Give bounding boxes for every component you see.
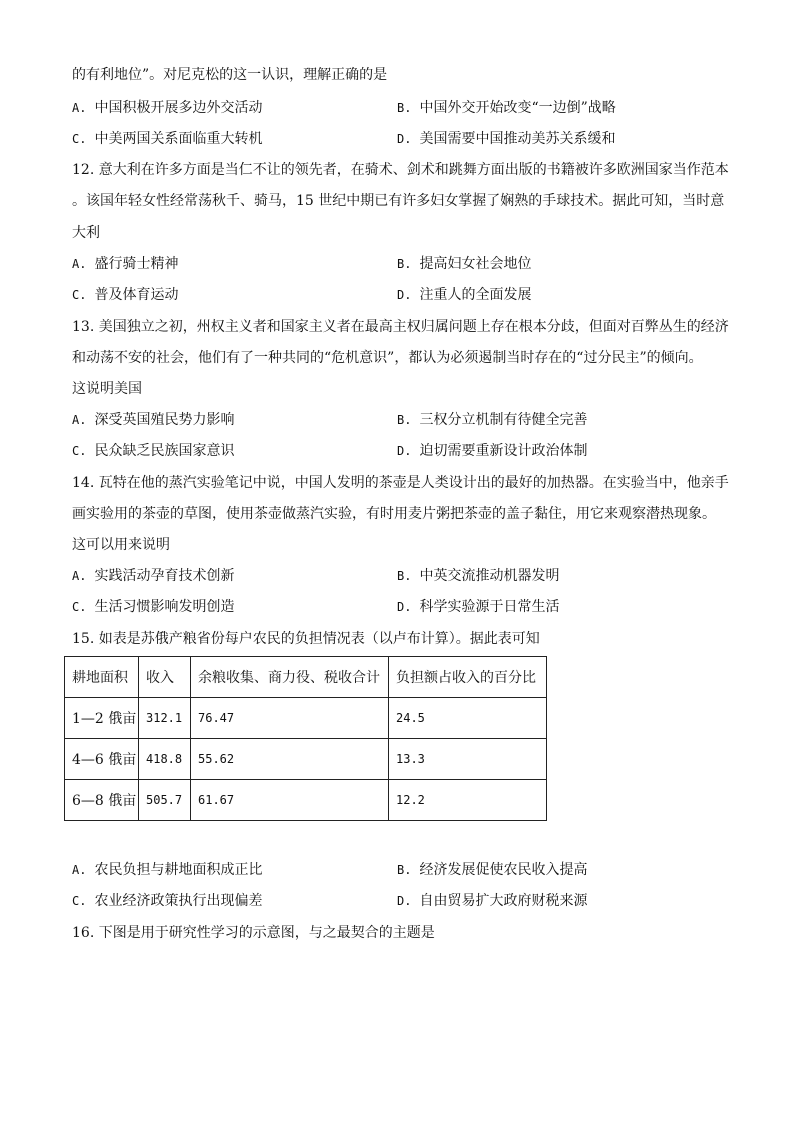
q14-stem-line-3: 这可以用来说明: [72, 537, 170, 553]
option-text: 盛行骑士精神: [94, 256, 179, 272]
q14-option-b: [397, 567, 559, 585]
option-text: 美国需要中国推动美苏关系缓和: [419, 131, 616, 147]
q12-option-a: [72, 255, 178, 273]
table-cell: 6—8 俄亩: [65, 780, 139, 821]
option-text: 科学实验源于日常生活: [419, 599, 560, 615]
option-text: 注重人的全面发展: [419, 287, 532, 303]
q15-option-c: [72, 892, 262, 910]
table-cell: 418.8: [139, 739, 191, 780]
table-header-cell: 耕地面积: [65, 657, 139, 698]
q15-option-b: [397, 861, 587, 879]
option-letter: D.: [397, 894, 412, 908]
option-letter: B.: [397, 569, 412, 583]
q11-stem-tail: 的有利地位”。对尼克松的这一认识，理解正确的是: [72, 67, 388, 83]
option-text: 中国外交开始改变“一边倒”战略: [419, 100, 616, 116]
option-text: 深受英国殖民势力影响: [94, 412, 235, 428]
q12-stem-line-1: 12. 意大利在许多方面是当仁不让的领先者，在骑术、剑术和跳舞方面出版的书籍被许多欧洲国家当作范本: [72, 162, 729, 178]
option-letter: B.: [397, 413, 412, 427]
table-header-row: [65, 657, 547, 698]
table-header-cell: 负担额占收入的百分比: [389, 657, 547, 698]
q13-option-d: [397, 442, 587, 460]
q15-stem: 15. 如表是苏俄产粮省份每户农民的负担情况表（以卢布计算）。据此表可知: [72, 631, 540, 647]
q13-stem-line-1: 13. 美国独立之初，州权主义者和国家主义者在最高主权归属问题上存在根本分歧，但面对百弊丛生的经济: [72, 319, 729, 335]
table-cell: 61.67: [191, 780, 389, 821]
option-text: 中国积极开展多边外交活动: [94, 100, 263, 116]
q11-option-b: [397, 99, 616, 117]
q12-option-b: [397, 255, 531, 273]
q14-option-d: [397, 598, 559, 616]
option-text: 迫切需要重新设计政治体制: [419, 443, 588, 459]
option-letter: B.: [397, 101, 412, 115]
table-cell: 505.7: [139, 780, 191, 821]
option-letter: D.: [397, 444, 412, 458]
option-text: 农业经济政策执行出现偏差: [94, 893, 263, 909]
option-letter: C.: [72, 894, 87, 908]
option-letter: B.: [397, 863, 412, 877]
table-cell: 76.47: [191, 698, 389, 739]
q15-option-d: [397, 892, 587, 910]
table-header-cell: 收入: [139, 657, 191, 698]
table-row: [65, 698, 547, 739]
option-text: 中英交流推动机器发明: [419, 568, 560, 584]
q13-option-b: [397, 411, 587, 429]
option-letter: A.: [72, 257, 87, 271]
table-row: [65, 739, 547, 780]
table-cell: 312.1: [139, 698, 191, 739]
option-text: 生活习惯影响发明创造: [94, 599, 235, 615]
q12-option-c: [72, 286, 178, 304]
q12-option-d: [397, 286, 531, 304]
q13-stem-line-3: 这说明美国: [72, 381, 142, 397]
q14-stem-line-1: 14. 瓦特在他的蒸汽实验笔记中说，中国人发明的茶壶是人类设计出的最好的加热器。在实验当中，他亲手: [72, 475, 729, 491]
option-text: 三权分立机制有待健全完善: [419, 412, 588, 428]
table-cell: 1—2 俄亩: [65, 698, 139, 739]
option-letter: A.: [72, 101, 87, 115]
option-text: 民众缺乏民族国家意识: [94, 443, 235, 459]
q12-stem-line-2: 。该国年轻女性经常荡秋千、骑马，15 世纪中期已有许多妇女掌握了娴熟的手球技术。据此可知，当时意: [72, 193, 725, 209]
q11-option-c: [72, 130, 262, 148]
q14-stem-line-2: 画实验用的茶壶的草图，使用茶壶做蒸汽实验，有时用麦片粥把茶壶的盖子黏住，用它来观察潜热现象。: [72, 506, 716, 522]
q12-stem-line-3: 大利: [72, 225, 100, 241]
table-cell: 12.2: [389, 780, 547, 821]
option-letter: C.: [72, 288, 87, 302]
q13-option-a: [72, 411, 234, 429]
option-letter: C.: [72, 132, 87, 146]
option-letter: B.: [397, 257, 412, 271]
q13-stem-line-2: 和动荡不安的社会，他们有了一种共同的“危机意识”，都认为必须遏制当时存在的“过分民主”的倾向。: [72, 350, 703, 366]
burden-table: [64, 656, 547, 821]
q14-option-c: [72, 598, 234, 616]
table-cell: 24.5: [389, 698, 547, 739]
q11-option-a: [72, 99, 262, 117]
option-letter: D.: [397, 132, 412, 146]
q11-option-d: [397, 130, 615, 148]
q15-option-a: [72, 861, 262, 879]
table-row: [65, 780, 547, 821]
table-cell: 55.62: [191, 739, 389, 780]
option-letter: D.: [397, 288, 412, 302]
q14-option-a: [72, 567, 234, 585]
q13-option-c: [72, 442, 234, 460]
option-letter: C.: [72, 600, 87, 614]
table-cell: 13.3: [389, 739, 547, 780]
option-text: 农民负担与耕地面积成正比: [94, 862, 263, 878]
option-letter: D.: [397, 600, 412, 614]
table-cell: 4—6 俄亩: [65, 739, 139, 780]
option-letter: A.: [72, 863, 87, 877]
option-text: 经济发展促使农民收入提高: [419, 862, 588, 878]
option-text: 普及体育运动: [94, 287, 179, 303]
table-header-cell: 余粮收集、商力役、税收合计: [191, 657, 389, 698]
q16-stem: 16. 下图是用于研究性学习的示意图，与之最契合的主题是: [72, 925, 435, 941]
option-letter: C.: [72, 444, 87, 458]
option-letter: A.: [72, 413, 87, 427]
option-text: 中美两国关系面临重大转机: [94, 131, 263, 147]
option-text: 实践活动孕育技术创新: [94, 568, 235, 584]
option-letter: A.: [72, 569, 87, 583]
option-text: 提高妇女社会地位: [419, 256, 532, 272]
option-text: 自由贸易扩大政府财税来源: [419, 893, 588, 909]
